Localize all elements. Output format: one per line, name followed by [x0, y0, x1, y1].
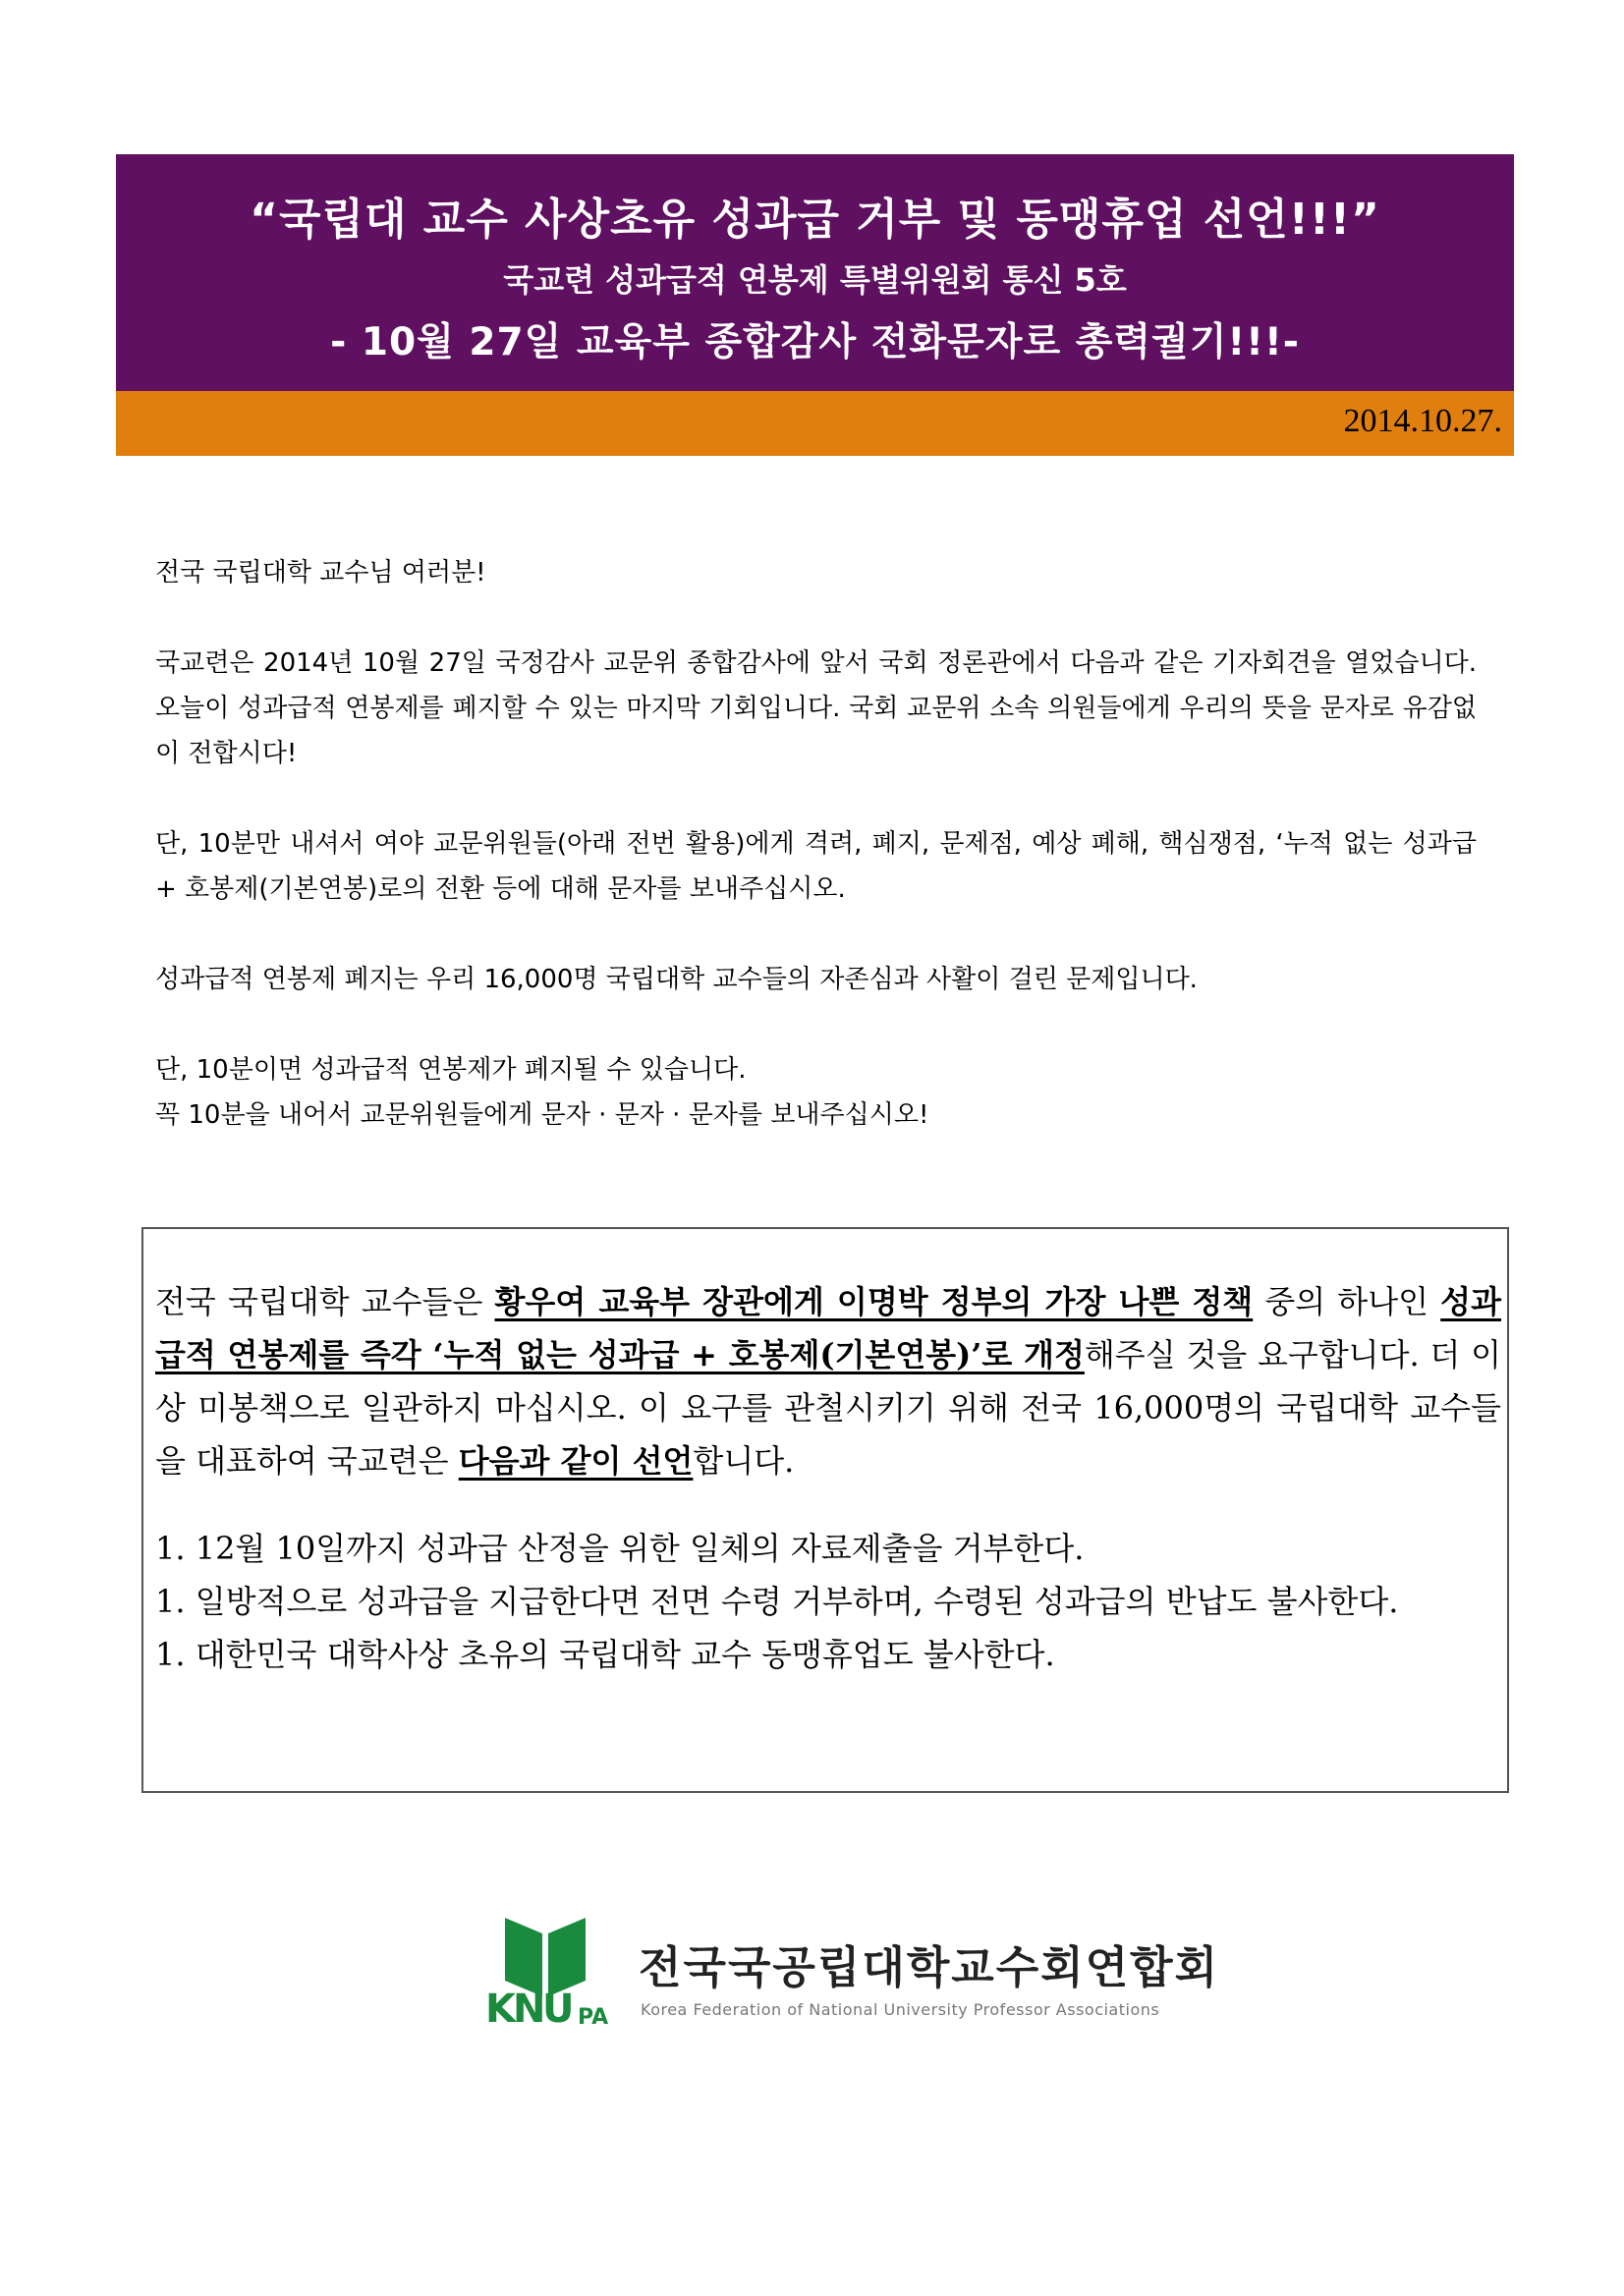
list-item: 1. 12월 10일까지 성과급 산정을 위한 일체의 자료제출을 거부한다. — [155, 1530, 1085, 1567]
document-headline: - 10월 27일 교육부 종합감사 전화문자로 총력궐기!!!- — [330, 320, 1300, 364]
document-title: “국립대 교수 사상초유 성과급 거부 및 동맹휴업 선언!!!” — [250, 195, 1380, 245]
declaration-list — [155, 1522, 1501, 1681]
svg-text:K: K — [485, 1987, 516, 2032]
declaration-box — [141, 1227, 1509, 1793]
paragraph-press-conference: 국교련은 2014년 10월 27일 국정감사 교문위 종합감사에 앞서 국회 정론관에서 다음과 같은 기자회견을 열었습니다. 오늘이 성과급적 연봉제를 폐지할 수 있는 마지막 기회입니다. 국회 교문위 소속 의원들에게 우리의 뜻을 문자로 유감없이 전합시다! — [155, 648, 1477, 768]
svg-text:PA: PA — [578, 2005, 609, 2030]
underlined-phrase: 황우여 교육부 장관에게 이명박 정부의 가장 나쁜 정책 — [494, 1283, 1254, 1320]
knupa-emblem-icon — [483, 1916, 631, 2044]
organization-logo — [483, 1916, 1220, 2044]
date-band — [116, 391, 1514, 456]
document-date: 2014.10.27. — [1343, 403, 1502, 439]
svg-text:U: U — [542, 1987, 575, 2032]
paragraph-importance: 성과급적 연봉제 폐지는 우리 16,000명 국립대학 교수들의 자존심과 사활이 걸린 문제입니다. — [155, 965, 1198, 994]
underlined-phrase: 성과급적 연봉제를 즉각 ‘누적 없는 성과급 + 호봉제(기본연봉)’로 개정 — [155, 1283, 1501, 1373]
declaration-paragraph: 전국 국립대학 교수들은 황우여 교육부 장관에게 이명박 정부의 가장 나쁜 정책 중의 하나인 성과급적 연봉제를 즉각 ‘누적 없는 성과급 + 호봉제(기본연봉)’로 개정해주실 것을 요구합니다. 더 이상 미봉책으로 일관하지 마십시오. 이 요구를 관철시키기 위해 전국 16,000명의 국립대학 교수들을 대표하여 국교련은 다음과 같이 선언합니다. — [155, 1283, 1501, 1480]
svg-text:N: N — [513, 1987, 546, 2032]
document-subtitle: 국교련 성과급적 연봉제 특별위원회 통신 5호 — [503, 261, 1127, 299]
header-banner — [116, 154, 1514, 391]
greeting: 전국 국립대학 교수님 여러분! — [155, 558, 486, 588]
organization-english-name: Korea Federation of National University Professor Associations — [641, 2000, 1160, 2019]
organization-name: 전국국공립대학교수회연합회 — [639, 1941, 1220, 1993]
paragraph-request: 단, 10분만 내셔서 여야 교문위원들(아래 전번 활용)에게 격려, 폐지, 문제점, 예상 폐해, 핵심쟁점, ‘누적 없는 성과급 + 호봉제(기본연봉)로의 전환 등에 대해 문자를 보내주십시오. — [155, 829, 1477, 904]
letter-body — [155, 550, 1477, 1138]
list-item: 1. 대한민국 대학사상 초유의 국립대학 교수 동맹휴업도 불사한다. — [155, 1636, 1055, 1673]
underlined-phrase: 다음과 같이 선언 — [458, 1442, 694, 1480]
list-item: 1. 일방적으로 성과급을 지급한다면 전면 수령 거부하며, 수령된 성과급의 반납도 불사한다. — [155, 1583, 1399, 1620]
paragraph-send-texts: 꼭 10분을 내어서 교문위원들에게 문자 · 문자 · 문자를 보내주십시오! — [155, 1100, 929, 1130]
paragraph-ten-minutes: 단, 10분이면 성과급적 연봉제가 폐지될 수 있습니다. — [155, 1055, 747, 1085]
